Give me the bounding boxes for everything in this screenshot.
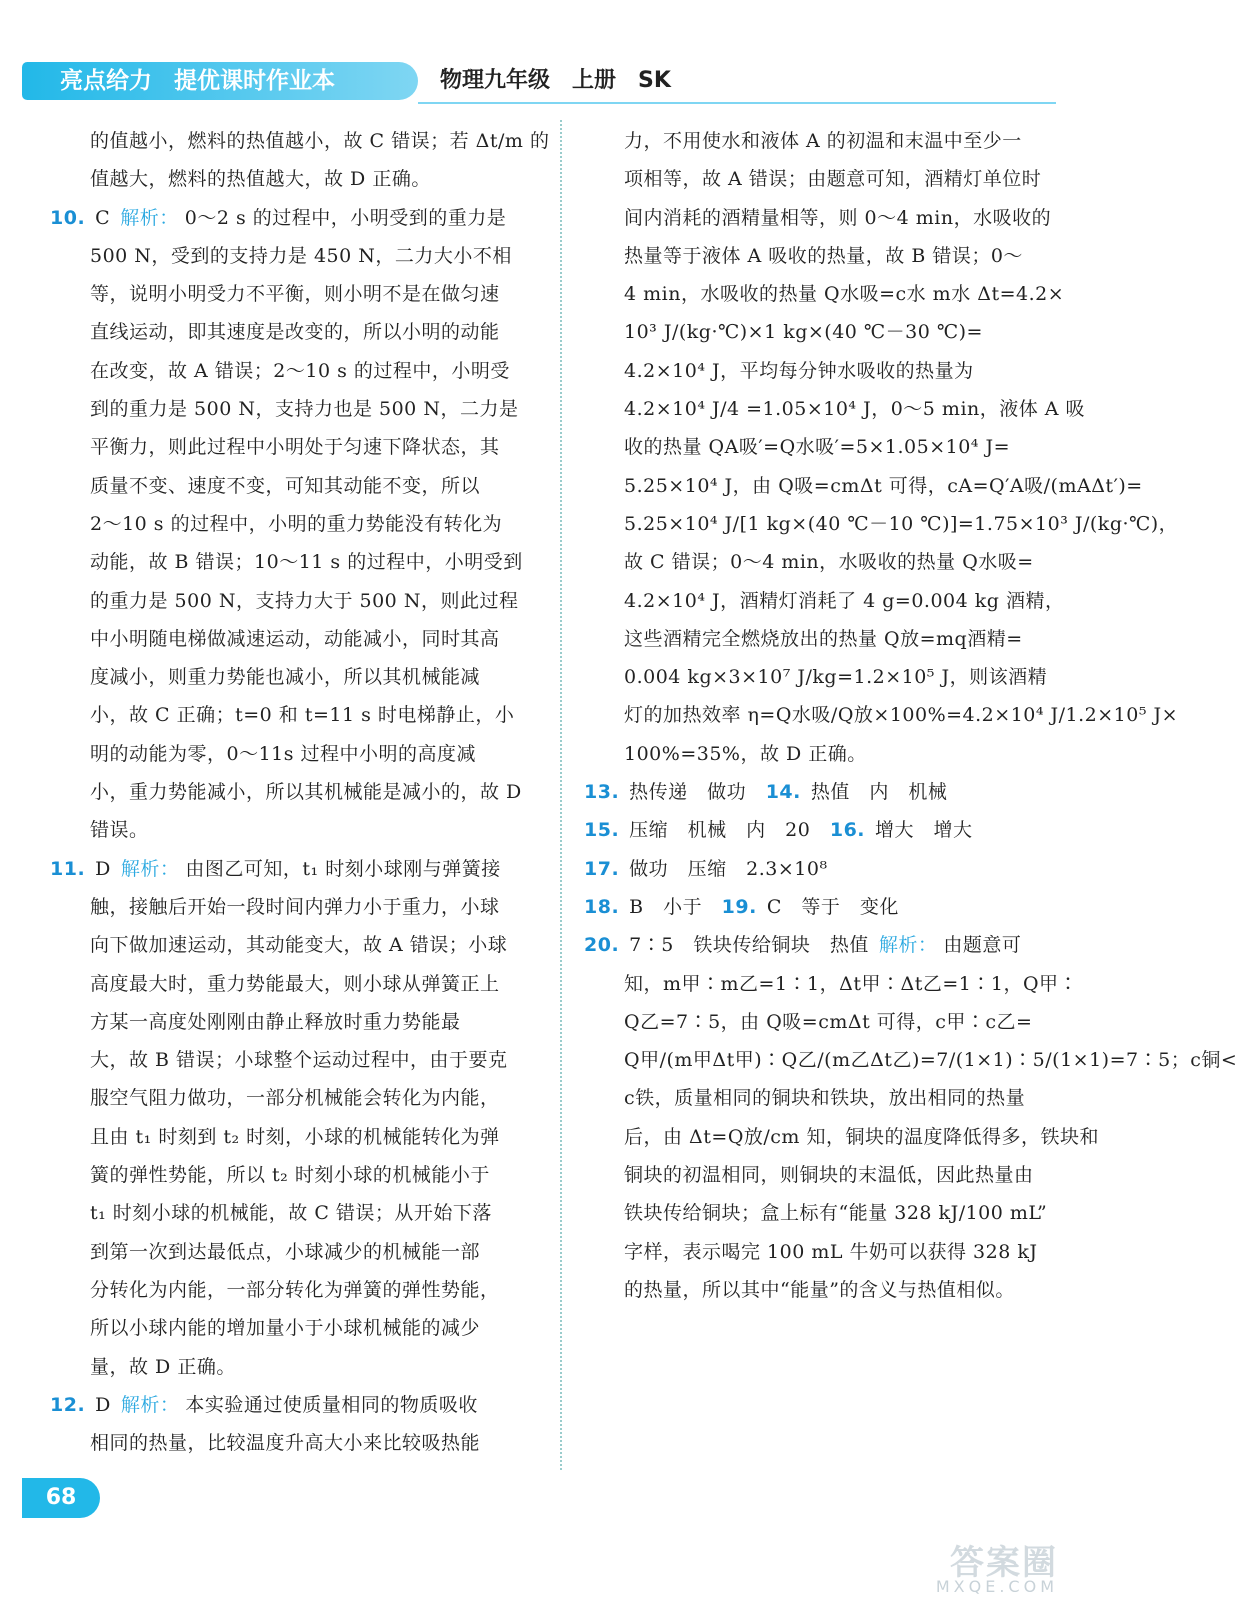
- text-line: [584, 543, 1054, 581]
- text-line: [584, 1271, 1054, 1309]
- line-text: 由图乙可知，t₁ 时刻小球刚与弹簧接: [185, 857, 501, 880]
- line-text: 4.2×10⁴ J/4 =1.05×10⁴ J，0～5 min，液体 A 吸: [624, 398, 1086, 421]
- line-text: 量，故 D 正确。: [90, 1355, 236, 1378]
- line-text: 4 min，水吸收的热量 Q水吸=c水 m水 Δt=4.2×: [624, 283, 1065, 306]
- line-text: Q乙=7∶5，由 Q吸=cmΔt 可得，c甲∶c乙=: [624, 1010, 1033, 1033]
- line-text: 大，故 B 错误；小球整个运动过程中，由于要克: [90, 1049, 508, 1072]
- line-text: 灯的加热效率 η=Q水吸/Q放×100%=4.2×10⁴ J/1.2×10⁵ J×: [624, 704, 1179, 727]
- question-number: 10.: [50, 206, 86, 229]
- brand-name: 亮点给力: [60, 68, 152, 94]
- question-number: 12.: [50, 1393, 86, 1416]
- answer-text: 增大 增大: [875, 819, 973, 842]
- analysis-label: 解析：: [120, 1393, 180, 1416]
- answer-text: 做功 压缩 2.3×10⁸: [629, 857, 828, 880]
- answer-text: 热传递 做功: [629, 781, 747, 804]
- text-line: [50, 965, 540, 1003]
- text-line: [50, 1003, 540, 1041]
- text-line: [584, 467, 1143, 505]
- line-text: Q甲/(m甲Δt甲)∶Q乙/(m乙Δt乙)=7/(1×1)∶5/(1×1)=7∶5；c铜<: [624, 1049, 1237, 1072]
- text-line: [50, 313, 540, 351]
- line-text: 直线运动，即其速度是改变的，所以小明的动能: [90, 321, 500, 344]
- text-line: [50, 811, 540, 849]
- text-line: [50, 199, 540, 237]
- line-text: 0～2 s 的过程中，小明受到的重力是: [184, 206, 507, 229]
- question-number: 15.: [584, 819, 620, 842]
- edition: SK: [638, 68, 671, 93]
- line-text: 值越大，燃料的热值越大，故 D 正确。: [90, 168, 431, 191]
- answer-item: [50, 122, 550, 199]
- answer-choice: 7∶5 铁块传给铜块 热值: [629, 934, 869, 957]
- line-text: 相同的热量，比较温度升高大小来比较吸热能: [90, 1432, 481, 1455]
- line-text: 收的热量 QA吸′=Q水吸′=5×1.05×10⁴ J=: [624, 436, 1010, 459]
- line-text: 触，接触后开始一段时间内弹力小于重力，小球: [90, 895, 500, 918]
- line-text: 到的重力是 500 N，支持力也是 500 N，二力是: [90, 398, 519, 421]
- line-text: 故 C 错误；0～4 min，水吸收的热量 Q水吸=: [624, 551, 1034, 574]
- volume: 上册: [572, 68, 617, 93]
- line-text: 小，故 C 正确；t=0 和 t=11 s 时电梯静止，小: [90, 704, 515, 727]
- line-text: t₁ 时刻小球的机械能，故 C 错误；从开始下落: [90, 1202, 492, 1225]
- right-column: [584, 122, 1237, 1309]
- text-line: [50, 1194, 540, 1232]
- line-text: 知，m甲∶m乙=1∶1，Δt甲∶Δt乙=1∶1，Q甲∶: [624, 972, 1079, 995]
- line-text: 5.25×10⁴ J，由 Q吸=cmΔt 可得，cA=Q′A吸/(mAΔt′)=: [624, 474, 1143, 497]
- answer-text: 热值 内 机械: [810, 781, 948, 804]
- text-line: [584, 696, 1179, 734]
- page-number: 68: [22, 1478, 100, 1518]
- line-text: 高度最大时，重力势能最大，则小球从弹簧正上: [90, 972, 500, 995]
- line-text: 100%=35%，故 D 正确。: [624, 742, 867, 765]
- question-number: 19.: [702, 895, 757, 918]
- line-text: 本实验通过使质量相同的物质吸收: [185, 1393, 478, 1416]
- text-line: [584, 1041, 1237, 1079]
- text-line: [584, 1079, 1054, 1117]
- line-text: 的热量，所以其中“能量”的含义与热值相似。: [624, 1278, 1015, 1301]
- text-line: [50, 390, 540, 428]
- answer-item: [50, 1386, 540, 1463]
- answer-item: [584, 850, 1054, 888]
- question-number: 18.: [584, 895, 620, 918]
- text-line: [50, 620, 540, 658]
- answer-item: [584, 811, 1054, 849]
- text-line: [50, 582, 540, 620]
- question-number: 14.: [746, 781, 801, 804]
- text-line: [584, 1156, 1054, 1194]
- text-line: [50, 1079, 540, 1117]
- text-line: [584, 160, 1054, 198]
- text-line: [584, 1194, 1054, 1232]
- line-text: 动能，故 B 错误；10～11 s 的过程中，小明受到: [90, 551, 523, 574]
- line-text: 0.004 kg×3×10⁷ J/kg=1.2×10⁵ J，则该酒精: [624, 666, 1048, 689]
- text-line: [50, 352, 540, 390]
- line-text: 铁块传给铜块；盒上标有“能量 328 kJ/100 mL”: [624, 1202, 1048, 1225]
- line-text: 500 N，受到的支持力是 450 N，二力大小不相: [90, 244, 512, 267]
- analysis-label: 解析：: [120, 857, 180, 880]
- text-line: [50, 1309, 540, 1347]
- line-text: 间内消耗的酒精量相等，则 0～4 min，水吸收的: [624, 206, 1052, 229]
- line-text: 分转化为内能，一部分转化为弹簧的弹性势能，: [90, 1278, 500, 1301]
- text-line: [584, 122, 1054, 160]
- text-line: [50, 1424, 540, 1462]
- line-text: c铁，质量相同的铜块和铁块，放出相同的热量: [624, 1087, 1026, 1110]
- line-text: 2～10 s 的过程中，小明的重力势能没有转化为: [90, 512, 503, 535]
- text-line: [50, 735, 540, 773]
- text-line: [584, 390, 1086, 428]
- answer-line: [584, 811, 1054, 849]
- text-line: [50, 1118, 540, 1156]
- line-text: 所以小球内能的增加量小于小球机械能的减少: [90, 1317, 481, 1340]
- text-line: [584, 505, 1179, 543]
- line-text: 4.2×10⁴ J，酒精灯消耗了 4 g=0.004 kg 酒精，: [624, 589, 1065, 612]
- text-line: [584, 199, 1054, 237]
- text-line: [584, 735, 1054, 773]
- text-line: [584, 965, 1079, 1003]
- text-line: [584, 926, 1054, 964]
- text-line: [584, 237, 1054, 275]
- line-text: 后，由 Δt=Q放/cm 知，铜块的温度降低得多，铁块和: [624, 1125, 1099, 1148]
- text-line: [50, 658, 540, 696]
- answer-line: [584, 888, 1054, 926]
- line-text: 等，说明小明受力不平衡，则小明不是在做匀速: [90, 283, 500, 306]
- text-line: [50, 543, 540, 581]
- text-line: [50, 505, 540, 543]
- line-text: 错误。: [90, 819, 149, 842]
- text-line: [584, 658, 1054, 696]
- text-line: [50, 160, 540, 198]
- line-text: 且由 t₁ 时刻到 t₂ 时刻，小球的机械能转化为弹: [90, 1125, 500, 1148]
- text-line: [50, 237, 540, 275]
- text-line: [50, 1233, 540, 1271]
- text-line: [50, 1156, 540, 1194]
- text-line: [50, 467, 540, 505]
- line-text: 质量不变、速度不变，可知其动能不变，所以: [90, 474, 481, 497]
- watermark-url: MXQE.COM: [935, 1577, 1058, 1596]
- series-name: 提优课时作业本: [174, 68, 335, 94]
- header-rule: [418, 102, 1056, 104]
- line-text: 簧的弹性势能，所以 t₂ 时刻小球的机械能小于: [90, 1164, 490, 1187]
- answer-text: 压缩 机械 内 20: [629, 819, 811, 842]
- text-line: [584, 1003, 1054, 1041]
- text-line: [584, 352, 1054, 390]
- line-text: 的值越小，燃料的热值越小，故 C 错误；若 Δt/m 的: [90, 130, 550, 152]
- answer-item: [50, 850, 540, 1386]
- text-line: [584, 1233, 1054, 1271]
- text-line: [50, 926, 540, 964]
- answer-text: C 等于 变化: [766, 895, 899, 918]
- question-number: 17.: [584, 857, 620, 880]
- series-banner: [22, 62, 418, 100]
- answer-text: B 小于: [629, 895, 703, 918]
- answer-item: [50, 199, 540, 850]
- text-line: [50, 1386, 540, 1424]
- line-text: 在改变，故 A 错误；2～10 s 的过程中，小明受: [90, 359, 510, 382]
- question-number: 11.: [50, 857, 86, 880]
- watermark-logo: 答案圈: [950, 1543, 1058, 1583]
- question-number: 16.: [810, 819, 866, 842]
- text-line: [50, 122, 550, 160]
- answer-item: [584, 888, 1054, 926]
- answer-item: [584, 773, 1054, 811]
- question-number: 13.: [584, 781, 620, 804]
- line-text: 10³ J/(kg·℃)×1 kg×(40 ℃－30 ℃)=: [624, 321, 983, 344]
- column-divider: [560, 120, 562, 1470]
- text-line: [50, 888, 540, 926]
- answer-choice: D: [95, 1393, 111, 1416]
- line-text: 到第一次到达最低点，小球减少的机械能一部: [90, 1240, 481, 1263]
- subject-grade: 物理九年级: [440, 68, 551, 93]
- answer-line: [584, 773, 1054, 811]
- line-text: 这些酒精完全燃烧放出的热量 Q放=mq酒精=: [624, 627, 1023, 650]
- line-text: 4.2×10⁴ J，平均每分钟水吸收的热量为: [624, 359, 974, 382]
- text-line: [584, 1118, 1099, 1156]
- line-text: 力，不用使水和液体 A 的初温和末温中至少一: [624, 130, 1022, 152]
- text-line: [50, 275, 540, 313]
- text-line: [50, 850, 540, 888]
- line-text: 向下做加速运动，其动能变大，故 A 错误；小球: [90, 934, 508, 957]
- line-text: 明的动能为零，0～11s 过程中小明的高度减: [90, 742, 477, 765]
- line-text: 字样，表示喝完 100 mL 牛奶可以获得 328 kJ: [624, 1240, 1038, 1263]
- text-line: [584, 582, 1065, 620]
- question-number: 20.: [584, 934, 620, 957]
- answer-line: [584, 850, 1054, 888]
- text-line: [584, 275, 1065, 313]
- text-line: [50, 428, 540, 466]
- line-text: 铜块的初温相同，则铜块的末温低，因此热量由: [624, 1164, 1034, 1187]
- page-header: [22, 58, 1056, 108]
- line-text: 中小明随电梯做减速运动，动能减小，同时其高: [90, 627, 500, 650]
- subject-info: [440, 62, 693, 100]
- answer-item: [584, 926, 1237, 1309]
- line-text: 由题意可: [943, 934, 1022, 957]
- text-line: [50, 773, 540, 811]
- text-line: [50, 1041, 540, 1079]
- text-line: [584, 620, 1054, 658]
- line-text: 度减小，则重力势能也减小，所以其机械能减: [90, 666, 481, 689]
- text-line: [50, 1271, 540, 1309]
- answer-choice: C: [95, 206, 111, 229]
- line-text: 热量等于液体 A 吸收的热量，故 B 错误；0～: [624, 244, 1023, 267]
- line-text: 方某一高度处刚刚由静止释放时重力势能最: [90, 1010, 461, 1033]
- answer-item: [584, 122, 1179, 773]
- text-line: [584, 313, 1054, 351]
- line-text: 小，重力势能减小，所以其机械能是减小的，故 D: [90, 781, 522, 804]
- left-column: [50, 122, 550, 1462]
- line-text: 服空气阻力做功，一部分机械能会转化为内能，: [90, 1087, 500, 1110]
- analysis-label: 解析：: [878, 934, 938, 957]
- line-text: 5.25×10⁴ J/[1 kg×(40 ℃－10 ℃)]=1.75×10³ J/(kg·℃)，: [624, 512, 1179, 535]
- line-text: 项相等，故 A 错误；由题意可知，酒精灯单位时: [624, 168, 1042, 191]
- analysis-label: 解析：: [120, 206, 179, 229]
- answer-choice: D: [95, 857, 111, 880]
- text-line: [584, 428, 1054, 466]
- text-line: [50, 1348, 540, 1386]
- text-line: [50, 696, 540, 734]
- line-text: 的重力是 500 N，支持力大于 500 N，则此过程: [90, 589, 519, 612]
- line-text: 平衡力，则此过程中小明处于匀速下降状态，其: [90, 436, 500, 459]
